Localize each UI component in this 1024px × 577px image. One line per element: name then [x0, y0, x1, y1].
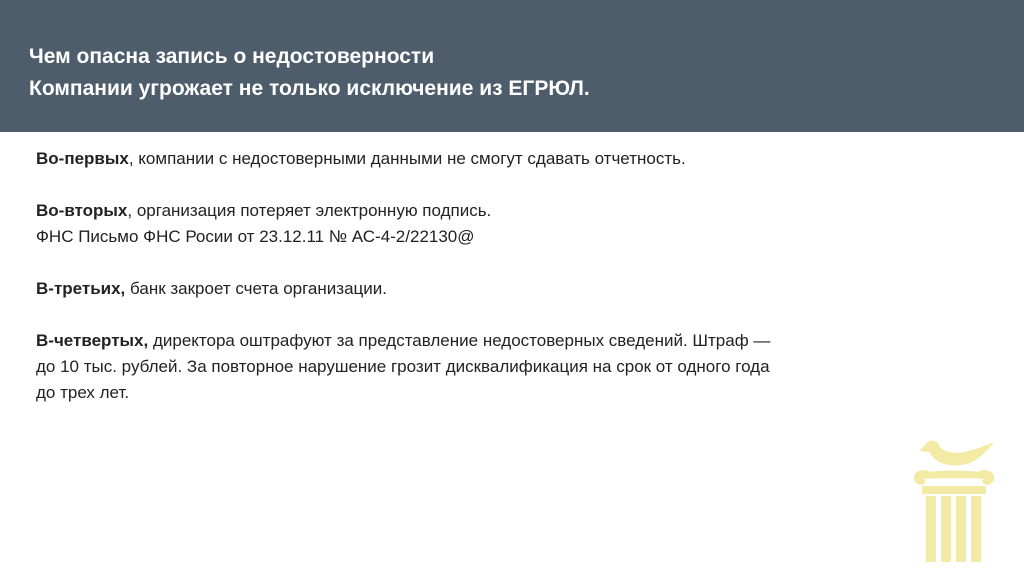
paragraph-second-line	[36, 198, 916, 224]
paragraph-fourth-text: директора оштрафуют за представление недостоверных сведений. Штраф —	[148, 331, 771, 350]
paragraph-third	[36, 276, 916, 302]
paragraph-first	[36, 146, 916, 172]
paragraph-first-lead: Во-первых	[36, 149, 129, 168]
bird-on-column-icon	[904, 432, 1004, 572]
paragraph-second-text: , организация потеряет электронную подпись.	[127, 201, 492, 220]
paragraph-third-line	[36, 276, 916, 302]
paragraph-fourth-line2: до 10 тыс. рублей. За повторное нарушение грозит дисквалификация на срок от одного года	[36, 357, 770, 376]
paragraph-fourth-line3: до трех лет.	[36, 383, 130, 402]
paragraph-third-lead: В-третьих,	[36, 279, 126, 298]
paragraph-fourth	[36, 328, 916, 406]
paragraph-first-text: , компании с недостоверными данными не смогут сдавать отчетность.	[128, 149, 686, 168]
paragraph-fourth-line	[36, 328, 916, 354]
paragraph-fourth-lead: В-четвертых,	[36, 331, 149, 350]
paragraph-first-line	[36, 146, 916, 172]
paragraph-second-lead: Во-вторых	[36, 201, 128, 220]
title-bar	[0, 0, 1024, 132]
slide-subtitle: Компании угрожает не только исключение из ЕГРЮЛ.	[29, 77, 590, 100]
paragraph-third-text: банк закроет счета организации.	[125, 279, 387, 298]
paragraph-second-reference: ФНС Письмо ФНС Росии от 23.12.11 № АС-4-2/22130@	[36, 227, 475, 246]
slide-title: Чем опасна запись о недостоверности	[29, 45, 435, 68]
paragraph-second	[36, 198, 916, 250]
slide-body	[36, 146, 916, 432]
